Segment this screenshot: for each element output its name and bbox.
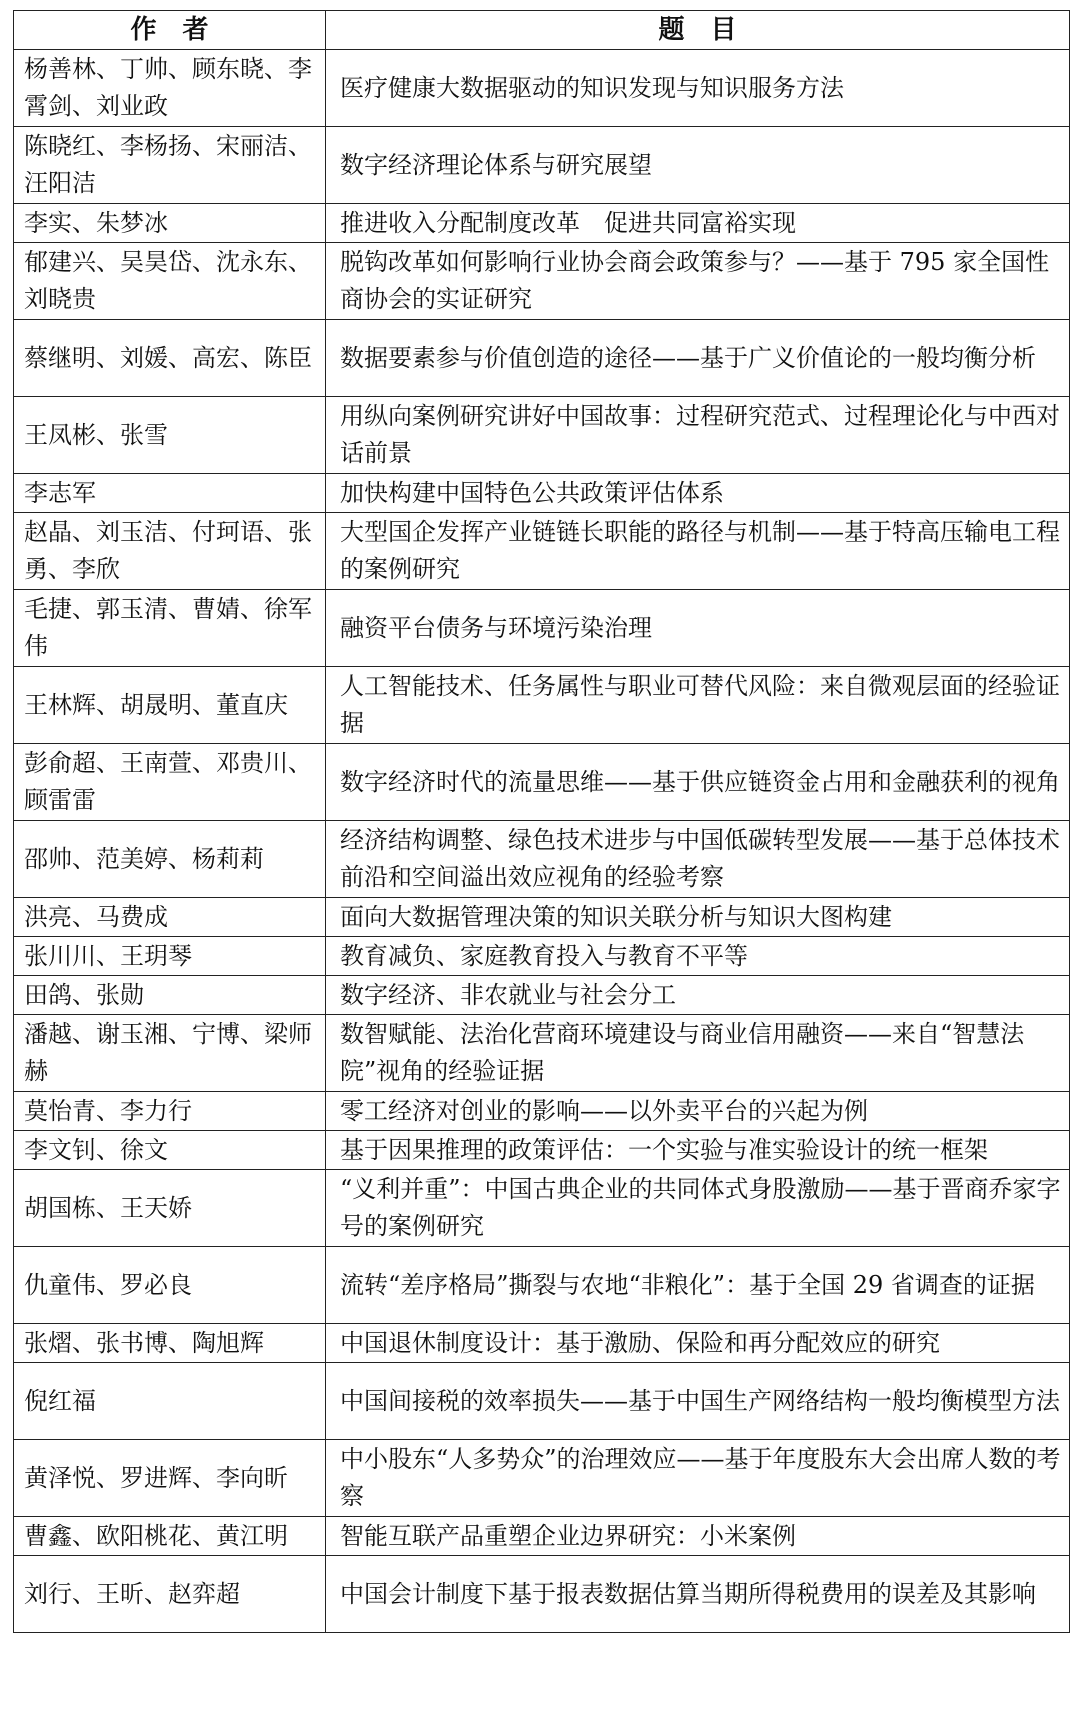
title-cell: 基于因果推理的政策评估：一个实验与准实验设计的统一框架 [326, 1131, 1070, 1170]
title-cell: 推进收入分配制度改革 促进共同富裕实现 [326, 204, 1070, 243]
title-cell: 加快构建中国特色公共政策评估体系 [326, 474, 1070, 513]
author-cell: 胡国栋、王天娇 [14, 1170, 326, 1247]
title-cell: 人工智能技术、任务属性与职业可替代风险：来自微观层面的经验证据 [326, 667, 1070, 744]
author-cell: 毛捷、郭玉清、曹婧、徐军伟 [14, 590, 326, 667]
title-cell: 零工经济对创业的影响——以外卖平台的兴起为例 [326, 1092, 1070, 1131]
title-cell: 数智赋能、法治化营商环境建设与商业信用融资——来自“智慧法院”视角的经验证据 [326, 1015, 1070, 1092]
author-cell: 李实、朱梦冰 [14, 204, 326, 243]
title-cell: 脱钩改革如何影响行业协会商会政策参与？——基于 795 家全国性商协会的实证研究 [326, 243, 1070, 320]
title-cell: 数字经济时代的流量思维——基于供应链资金占用和金融获利的视角 [326, 744, 1070, 821]
title-cell: 数字经济、非农就业与社会分工 [326, 976, 1070, 1015]
author-cell: 倪红福 [14, 1363, 326, 1440]
author-cell: 莫怡青、李力行 [14, 1092, 326, 1131]
title-cell: 教育减负、家庭教育投入与教育不平等 [326, 937, 1070, 976]
title-cell: 中国会计制度下基于报表数据估算当期所得税费用的误差及其影响 [326, 1556, 1070, 1633]
title-column-header: 题 目 [326, 11, 1070, 50]
title-cell: 中国间接税的效率损失——基于中国生产网络结构一般均衡模型方法 [326, 1363, 1070, 1440]
author-cell: 张熠、张书博、陶旭辉 [14, 1324, 326, 1363]
author-cell: 杨善林、丁帅、顾东晓、李霄剑、刘业政 [14, 50, 326, 127]
author-column-header: 作 者 [14, 11, 326, 50]
paper-list-table [13, 10, 1070, 1633]
author-cell: 李志军 [14, 474, 326, 513]
author-cell: 王凤彬、张雪 [14, 397, 326, 474]
author-cell: 黄泽悦、罗进辉、李向昕 [14, 1440, 326, 1517]
title-cell: 面向大数据管理决策的知识关联分析与知识大图构建 [326, 898, 1070, 937]
author-cell: 邵帅、范美婷、杨莉莉 [14, 821, 326, 898]
author-cell: 刘行、王昕、赵弈超 [14, 1556, 326, 1633]
title-cell: 数据要素参与价值创造的途径——基于广义价值论的一般均衡分析 [326, 320, 1070, 397]
title-cell: 经济结构调整、绿色技术进步与中国低碳转型发展——基于总体技术前沿和空间溢出效应视角的经验考察 [326, 821, 1070, 898]
author-cell: 张川川、王玥琴 [14, 937, 326, 976]
title-cell: 大型国企发挥产业链链长职能的路径与机制——基于特高压输电工程的案例研究 [326, 513, 1070, 590]
author-cell: 洪亮、马费成 [14, 898, 326, 937]
title-cell: 流转“差序格局”撕裂与农地“非粮化”：基于全国 29 省调查的证据 [326, 1247, 1070, 1324]
author-cell: 陈晓红、李杨扬、宋丽洁、汪阳洁 [14, 127, 326, 204]
title-cell: 用纵向案例研究讲好中国故事：过程研究范式、过程理论化与中西对话前景 [326, 397, 1070, 474]
table-header-row [14, 11, 1070, 50]
title-cell: “义利并重”：中国古典企业的共同体式身股激励——基于晋商乔家字号的案例研究 [326, 1170, 1070, 1247]
table-body [14, 50, 1070, 1633]
author-cell: 郁建兴、吴昊岱、沈永东、刘晓贵 [14, 243, 326, 320]
author-cell: 田鸽、张勋 [14, 976, 326, 1015]
title-cell: 数字经济理论体系与研究展望 [326, 127, 1070, 204]
author-cell: 王林辉、胡晟明、董直庆 [14, 667, 326, 744]
title-cell: 融资平台债务与环境污染治理 [326, 590, 1070, 667]
author-cell: 蔡继明、刘媛、高宏、陈臣 [14, 320, 326, 397]
author-cell: 赵晶、刘玉洁、付珂语、张勇、李欣 [14, 513, 326, 590]
author-cell: 仇童伟、罗必良 [14, 1247, 326, 1324]
author-cell: 彭俞超、王南萱、邓贵川、顾雷雷 [14, 744, 326, 821]
author-cell: 李文钊、徐文 [14, 1131, 326, 1170]
title-cell: 医疗健康大数据驱动的知识发现与知识服务方法 [326, 50, 1070, 127]
author-cell: 潘越、谢玉湘、宁博、梁师赫 [14, 1015, 326, 1092]
title-cell: 智能互联产品重塑企业边界研究：小米案例 [326, 1517, 1070, 1556]
title-cell: 中小股东“人多势众”的治理效应——基于年度股东大会出席人数的考察 [326, 1440, 1070, 1517]
author-cell: 曹鑫、欧阳桃花、黄江明 [14, 1517, 326, 1556]
title-cell: 中国退休制度设计：基于激励、保险和再分配效应的研究 [326, 1324, 1070, 1363]
